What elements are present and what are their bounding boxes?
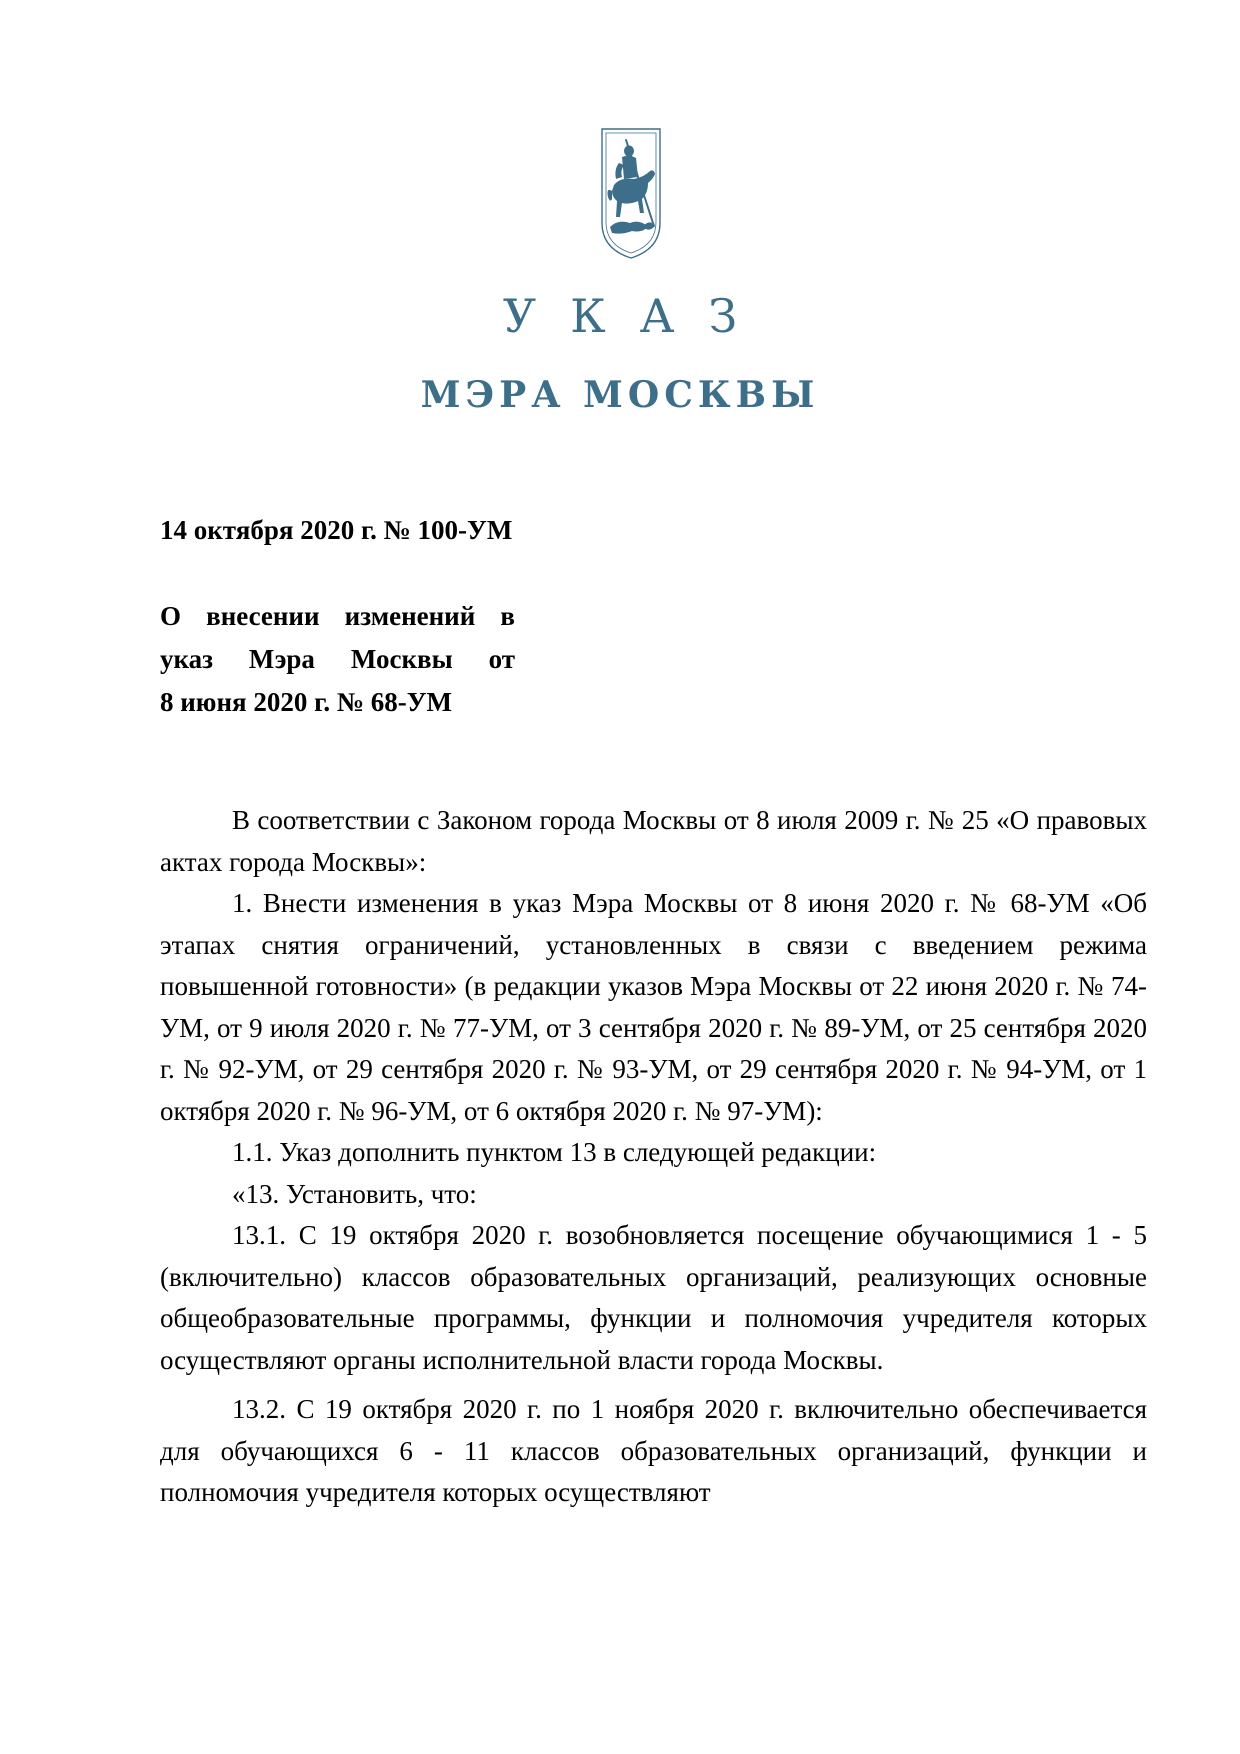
clause-13-2-paragraph: 13.2. С 19 октября 2020 г. по 1 ноября 2020 г. включительно обеспечивается для обучающихся 6 - 11 классов образовательных организаций, функции и полномочия учредителя которых осуществляют — [160, 1394, 1147, 1507]
clause-1-paragraph: 1. Внести изменения в указ Мэра Москвы от 8 июня 2020 г. № 68-УМ «Об этапах снятия ограничений, установленных в связи с введением режима повышенной готовности» (в редакции указов Мэра Москвы от 22 июня 2020 г. № 74-УМ, от 9 июля 2020 г. № 77-УМ, от 3 сентября 2020 г. № 89-УМ, от 25 сентября 2020 г. № 92-УМ, от 29 сентября 2020 г. № 93-УМ, от 29 сентября 2020 г. № 94-УМ, от 1 октября 2020 г. № 96-УМ, от 6 октября 2020 г. № 97-УМ): — [160, 888, 1147, 1126]
decree-date-number: 14 октября 2020 г. № 100-УМ — [160, 515, 513, 545]
clause-1-1-paragraph: 1.1. Указ дополнить пунктом 13 в следующей редакции: — [232, 1137, 877, 1167]
decree-body — [160, 800, 1147, 1514]
clause-13-intro-paragraph: «13. Установить, что: — [232, 1178, 477, 1209]
decree-subject-line: указ Мэра Москвы от — [160, 644, 515, 674]
clause-13-1-paragraph: 13.1. С 19 октября 2020 г. возобновляется посещение обучающимися 1 - 5 (включительно) классов образовательных организаций, реализующих основные общеобразовательные программы, функции и полномочия учредителя которых осуществляют органы исполнительной власти города Москвы. — [160, 1220, 1147, 1375]
preamble-paragraph: В соответствии с Законом города Москвы от 8 июля 2009 г. № 25 «О правовых актах города Москвы»: — [160, 805, 1147, 877]
decree-subject — [160, 595, 515, 724]
decree-subject-line: 8 июня 2020 г. № 68-УМ — [160, 687, 452, 717]
decree-subject-line: О внесении изменений в — [160, 601, 515, 631]
decree-issuer: МЭРА МОСКВЫ — [420, 374, 820, 416]
moscow-coat-of-arms-icon — [600, 127, 662, 260]
decree-title: УКАЗ — [502, 289, 772, 343]
